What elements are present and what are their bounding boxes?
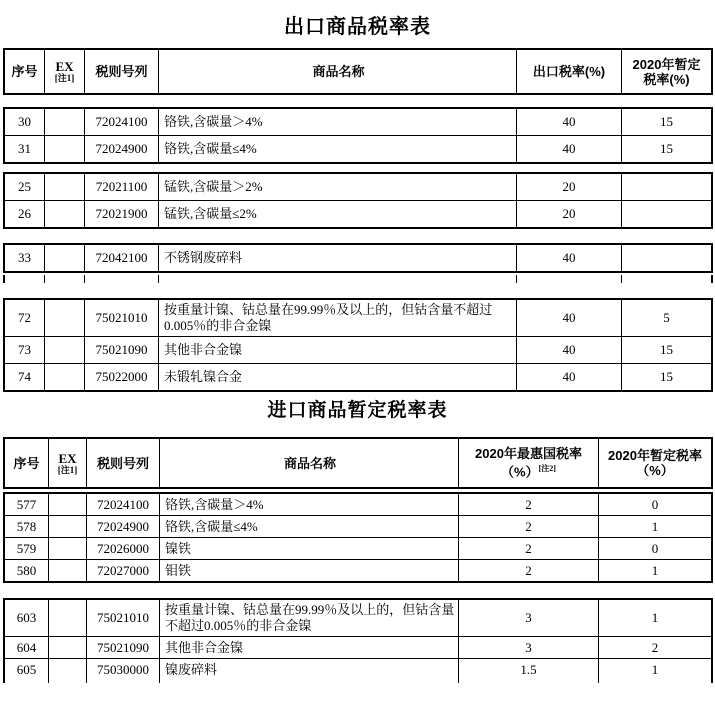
cell-rate2: 1 <box>651 662 659 677</box>
table-row <box>5 538 711 560</box>
cell-name: 镍铁 <box>160 538 459 559</box>
cell-ex <box>49 600 87 636</box>
cell-name: 其他非合金镍 <box>160 637 459 658</box>
table-row <box>5 337 711 364</box>
col-header-ex <box>45 50 85 93</box>
table-row <box>5 364 711 390</box>
ex-footnote: [注1] <box>57 464 78 475</box>
cell-ex <box>49 637 87 658</box>
ex-label: EX <box>55 59 74 74</box>
table-row <box>5 637 711 659</box>
cell-rate1: 40 <box>517 300 622 336</box>
import-table-header <box>3 437 713 489</box>
export-row-group-2 <box>3 172 713 229</box>
cell-rate2: 0 <box>651 496 659 512</box>
empty-cell <box>622 275 711 283</box>
cell-rate1: 40 <box>517 364 622 390</box>
cell-rate2 <box>622 174 711 200</box>
cell-name: 锰铁,含碳量＞2% <box>159 174 517 200</box>
cell-code: 75021090 <box>87 637 160 658</box>
cell-rate2: 0 <box>651 540 659 556</box>
mfn-footnote: [注2] <box>538 464 556 474</box>
cell-seq: 33 <box>5 245 45 271</box>
cell-rate1: 1.5 <box>459 659 599 683</box>
cell-rate2 <box>622 245 711 271</box>
export-row-group-3 <box>3 243 713 273</box>
cell-name: 铬铁,含碳量＞4% <box>159 109 517 135</box>
empty-cell <box>85 275 159 283</box>
cell-rate1: 20 <box>517 174 622 200</box>
table-row <box>5 494 711 516</box>
cell-ex <box>45 174 85 200</box>
cell-rate1: 2 <box>459 494 599 515</box>
cell-rate1: 40 <box>517 337 622 363</box>
cell-ex <box>49 494 87 515</box>
clipped-row <box>5 275 711 283</box>
export-row-group-4 <box>3 298 713 392</box>
empty-cell <box>517 275 622 283</box>
mfn-rate-line2: （%）[注2] <box>501 464 556 480</box>
cell-seq: 579 <box>5 538 49 559</box>
export-row-group-1 <box>3 107 713 164</box>
table-row <box>5 516 711 538</box>
cell-rate1: 40 <box>517 109 622 135</box>
cell-code: 72024100 <box>87 494 160 515</box>
import-row-group-1 <box>3 492 713 583</box>
col-header-ex <box>49 439 87 487</box>
cell-name: 按重量计镍、钴总量在99.99％及以上的，但钴含量不超过0.005％的非合金镍 <box>159 300 517 336</box>
cell-code: 72024900 <box>85 136 159 162</box>
table-row <box>5 136 711 162</box>
ex-label: EX <box>58 450 77 466</box>
provisional-rate-line1: 2020年暂定 <box>632 56 701 72</box>
cell-name: 其他非合金镍 <box>159 337 517 363</box>
cell-rate1: 20 <box>517 201 622 227</box>
table-row <box>5 109 711 136</box>
provisional-rate-line2: （%） <box>636 463 674 478</box>
table-row <box>5 201 711 227</box>
cell-name: 锰铁,含碳量≤2% <box>159 201 517 227</box>
col-header-mfn-rate <box>459 439 599 487</box>
cell-seq: 605 <box>5 659 49 683</box>
cell-code: 72027000 <box>87 560 160 581</box>
empty-cell <box>5 275 45 283</box>
table-row <box>5 245 711 271</box>
cell-seq: 31 <box>5 136 45 162</box>
cell-ex <box>45 201 85 227</box>
cell-ex <box>45 364 85 390</box>
cell-code: 72021100 <box>85 174 159 200</box>
cell-seq: 25 <box>5 174 45 200</box>
cell-code: 75030000 <box>87 659 160 683</box>
cell-rate2 <box>622 201 711 227</box>
empty-cell <box>45 275 85 283</box>
cell-rate2: 2 <box>651 639 659 655</box>
col-header-name: 商品名称 <box>160 439 459 487</box>
cell-seq: 603 <box>5 600 49 636</box>
import-table-title: 进口商品暂定税率表 <box>267 400 448 421</box>
cell-rate1: 2 <box>459 560 599 581</box>
table-row <box>5 560 711 581</box>
cell-seq: 26 <box>5 201 45 227</box>
mfn-rate-line1: 2020年最惠国税率 <box>475 446 582 462</box>
cell-code: 72021900 <box>85 201 159 227</box>
provisional-rate-line2: 税率(%) <box>643 71 690 87</box>
cell-code: 75021010 <box>85 300 159 336</box>
cell-name: 按重量计镍、钴总量在99.99％及以上的，但钴含量不超过0.005％的非合金镍 <box>160 600 459 636</box>
cell-seq: 30 <box>5 109 45 135</box>
table-row <box>5 659 711 683</box>
cell-name: 铬铁,含碳量≤4% <box>159 136 517 162</box>
header-row <box>5 439 711 487</box>
cell-name: 钼铁 <box>160 560 459 581</box>
col-header-seq: 序号 <box>5 439 49 487</box>
cell-seq: 580 <box>5 560 49 581</box>
cell-seq: 74 <box>5 364 45 390</box>
cell-rate1: 40 <box>517 245 622 271</box>
cell-code: 75021090 <box>85 337 159 363</box>
header-row <box>5 50 711 93</box>
col-header-seq: 序号 <box>5 50 45 93</box>
col-header-provisional-rate <box>622 50 711 93</box>
cell-seq: 604 <box>5 637 49 658</box>
cell-rate1: 3 <box>459 600 599 636</box>
export-table-title: 出口商品税率表 <box>284 16 431 38</box>
provisional-rate-line1: 2020年暂定税率 <box>608 448 702 463</box>
export-table-header <box>3 48 713 95</box>
clipped-row-artifact <box>3 275 713 283</box>
cell-ex <box>49 516 87 537</box>
cell-ex <box>49 659 87 683</box>
cell-name: 不锈钢废碎料 <box>159 245 517 271</box>
cell-code: 72024100 <box>85 109 159 135</box>
cell-rate2: 15 <box>660 369 673 384</box>
cell-ex <box>45 245 85 271</box>
cell-rate2: 1 <box>651 562 659 578</box>
cell-ex <box>45 300 85 336</box>
cell-rate2: 1 <box>651 518 659 534</box>
cell-rate2: 15 <box>660 114 673 129</box>
cell-seq: 73 <box>5 337 45 363</box>
cell-rate2: 5 <box>663 310 670 325</box>
cell-code: 72026000 <box>87 538 160 559</box>
cell-ex <box>45 337 85 363</box>
cell-rate2: 15 <box>660 342 673 357</box>
cell-name: 铬铁,含碳量≤4% <box>160 516 459 537</box>
table-row <box>5 174 711 201</box>
cell-name: 铬铁,含碳量＞4% <box>160 494 459 515</box>
cell-ex <box>45 109 85 135</box>
table-row <box>5 300 711 337</box>
cell-rate1: 2 <box>459 538 599 559</box>
table-row <box>5 600 711 637</box>
col-header-export-rate: 出口税率(%) <box>517 50 622 93</box>
col-header-name: 商品名称 <box>159 50 517 93</box>
cell-seq: 577 <box>5 494 49 515</box>
ex-footnote: [注1] <box>54 73 75 83</box>
cell-seq: 72 <box>5 300 45 336</box>
col-header-code: 税则号列 <box>85 50 159 93</box>
col-header-code: 税则号列 <box>87 439 160 487</box>
cell-seq: 578 <box>5 516 49 537</box>
cell-code: 75022000 <box>85 364 159 390</box>
cell-code: 72042100 <box>85 245 159 271</box>
cell-rate2: 1 <box>651 610 659 625</box>
col-header-provisional-rate <box>599 439 711 487</box>
empty-cell <box>159 275 517 283</box>
cell-rate1: 40 <box>517 136 622 162</box>
cell-rate1: 2 <box>459 516 599 537</box>
cell-name: 镍废碎料 <box>160 659 459 683</box>
cell-rate1: 3 <box>459 637 599 658</box>
cell-ex <box>45 136 85 162</box>
cell-rate2: 15 <box>660 141 673 156</box>
import-row-group-2 <box>3 598 713 683</box>
cell-ex <box>49 538 87 559</box>
cell-name: 未锻轧镍合金 <box>159 364 517 390</box>
cell-ex <box>49 560 87 581</box>
cell-code: 72024900 <box>87 516 160 537</box>
cell-code: 75021010 <box>87 600 160 636</box>
